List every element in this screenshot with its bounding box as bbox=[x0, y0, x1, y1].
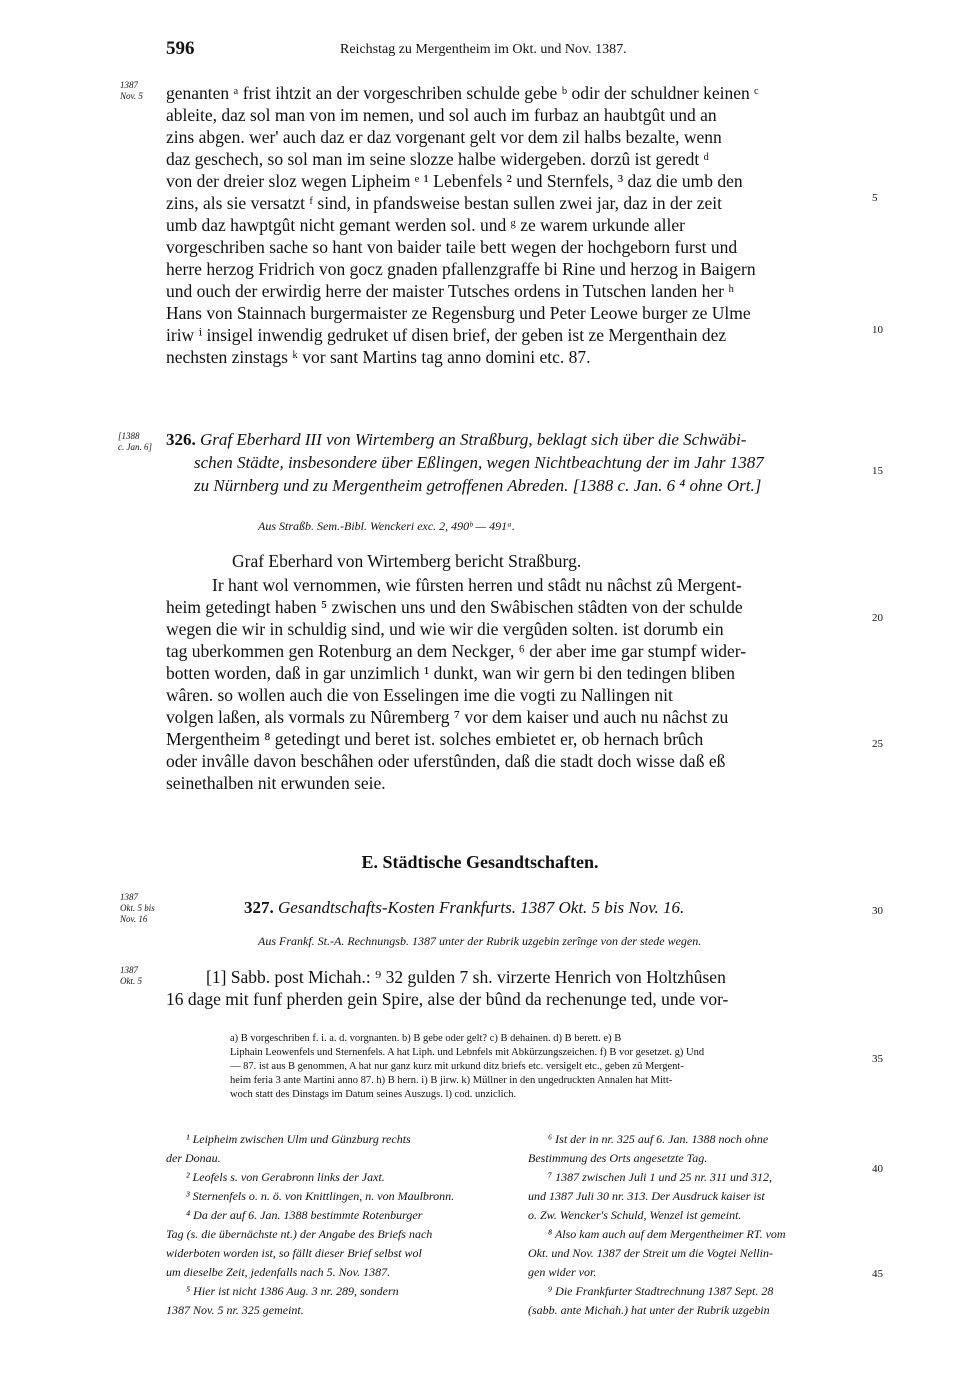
footnote-line: ⁷ 1387 zwischen Juli 1 und 25 nr. 311 und 312, bbox=[548, 1170, 772, 1184]
text-line: [1] Sabb. post Michah.: ⁹ 32 gulden 7 sh. virzerte Henrich von Holtzhûsen bbox=[206, 967, 726, 987]
footnote-line: ⁸ Also kam auch auf dem Mergentheimer RT. vom bbox=[548, 1227, 786, 1241]
footnotes-right bbox=[528, 1130, 786, 1320]
footnote-line: Bestimmung des Orts angesetzte Tag. bbox=[528, 1151, 708, 1165]
text-line: wâren. so wollen auch die von Esselingen ime die vogti zu Nallingen nit bbox=[166, 685, 673, 705]
footnote-line: ¹ Leipheim zwischen Ulm und Günzburg rechts bbox=[186, 1132, 411, 1146]
footnotes-left bbox=[166, 1130, 454, 1320]
text-line: nechsten zinstags ᵏ vor sant Martins tag anno domini etc. 87. bbox=[166, 347, 591, 367]
margin-date-line: Okt. 5 bis bbox=[120, 903, 155, 913]
doc-326-intro: Graf Eberhard von Wirtemberg bericht Straßburg. bbox=[232, 551, 582, 571]
text-line: genanten ᵃ frist ihtzit an der vorgeschriben schulde gebe ᵇ odir der schuldner keinen ᶜ bbox=[166, 83, 759, 103]
text-line: herre herzog Fridrich von gocz gnaden pfallenzgraffe bi Rine und herzog in Baigern bbox=[166, 259, 756, 279]
margin-date-1387-okt-nov bbox=[120, 892, 155, 925]
footnote-line: ⁵ Hier ist nicht 1386 Aug. 3 nr. 289, sondern bbox=[186, 1284, 399, 1298]
line-number: 5 bbox=[872, 192, 878, 204]
text-line: vorgeschriben sache so hant von baider taile bett wegen der hochgeborn furst und bbox=[166, 237, 738, 257]
margin-date-line: Nov. 5 bbox=[120, 91, 143, 101]
footnote-line: Okt. und Nov. 1387 der Streit um die Vogtei Nellin- bbox=[528, 1246, 773, 1260]
text-line: heim getedingt haben ⁵ zwischen uns und den Swâbischen stâdten von der schulde bbox=[166, 597, 743, 617]
text-line: Hans von Stainnach burgermaister ze Regensburg und Peter Leowe burger ze Ulme bbox=[166, 303, 751, 323]
text-line: Ir hant wol vernommen, wie fûrsten herren und stâdt nu nâchst zû Mergent- bbox=[212, 575, 742, 595]
text-line: wegen die wir in schuldig sind, und wie wir die vergûden solten. ist dorumb ein bbox=[166, 619, 724, 639]
page-number: 596 bbox=[166, 38, 195, 59]
line-number: 35 bbox=[872, 1053, 883, 1065]
text-block-1 bbox=[166, 82, 759, 368]
line-number: 25 bbox=[872, 738, 883, 750]
doc-heading-line: schen Städte, insbesondere über Eßlingen, wegen Nichtbeachtung der im Jahr 1387 bbox=[194, 453, 764, 472]
doc-327-text bbox=[166, 966, 728, 1010]
text-line: zins, als sie versatzt ᶠ sind, in pfandsweise bestan sullen zwei jar, daz in der zeit bbox=[166, 193, 722, 213]
margin-date-1387-okt bbox=[120, 965, 142, 987]
footnote-line: widerboten worden ist, so fällt dieser Brief selbst wol bbox=[166, 1246, 422, 1260]
text-line: 16 dage mit funf pherden gein Spire, alse der bûnd da rechenunge ted, unde vor- bbox=[166, 989, 729, 1009]
line-number: 10 bbox=[872, 324, 883, 336]
line-number: 30 bbox=[872, 905, 883, 917]
text-line: Mergentheim ⁸ getedingt und beret ist. solches embietet er, ob hernach brûch bbox=[166, 729, 704, 749]
line-number: 40 bbox=[872, 1163, 883, 1175]
doc-326-source: Aus Straßb. Sem.-Bibl. Wenckeri exc. 2, 490ᵇ — 491ᵃ. bbox=[258, 519, 515, 533]
text-line: tag uberkommen gen Rotenburg an dem Neckger, ⁶ der aber ime gar stumpf wider- bbox=[166, 641, 747, 661]
footnote-line: ² Leofels s. von Gerabronn links der Jaxt. bbox=[186, 1170, 385, 1184]
footnote-line: ⁶ Ist der in nr. 325 auf 6. Jan. 1388 noch ohne bbox=[548, 1132, 769, 1146]
footnote-line: ⁹ Die Frankfurter Stadtrechnung 1387 Sept. 28 bbox=[548, 1284, 774, 1298]
margin-date-line: 1387 bbox=[120, 965, 138, 975]
footnote-line: und 1387 Juli 30 nr. 313. Der Ausdruck kaiser ist bbox=[528, 1189, 765, 1203]
doc-heading-line bbox=[166, 428, 764, 451]
line-number: 45 bbox=[872, 1268, 883, 1280]
text-line: und ouch der erwirdig herre der maister Tutsches ordens in Tutschen landen her ʰ bbox=[166, 281, 734, 301]
doc-326-heading bbox=[166, 428, 764, 497]
margin-date-line: c. Jan. 6] bbox=[118, 442, 152, 452]
note-line: heim feria 3 ante Martini anno 87. h) B hern. i) B jirw. k) Müllner in den ungedruckten Annalen hat Mitt- bbox=[230, 1075, 673, 1086]
doc-number: 326. bbox=[166, 430, 196, 449]
text-line: botten worden, daß in gar unzimlich ¹ dunkt, wan wir gern bi den tedingen bliben bbox=[166, 663, 735, 683]
margin-date-1387-nov bbox=[120, 80, 143, 102]
margin-date-line: [1388 bbox=[118, 431, 140, 441]
footnote-line: Tag (s. die übernächste nt.) der Angabe des Briefs nach bbox=[166, 1227, 433, 1241]
text-line: zins abgen. wer' auch daz er daz vorgenant gelt vor dem zil halbs bezalte, wenn bbox=[166, 127, 722, 147]
footnote-line: der Donau. bbox=[166, 1151, 221, 1165]
text-line: ableite, daz sol man von im nemen, und sol auch im furbaz an haubtgût und an bbox=[166, 105, 717, 125]
footnote-line: gen wider vor. bbox=[528, 1265, 597, 1279]
text-line: seinethalben nit erwunden seie. bbox=[166, 773, 386, 793]
margin-date-line: Nov. 16 bbox=[120, 914, 148, 924]
section-title: E. Städtische Gesandtschaften. bbox=[361, 852, 599, 872]
text-line: umb daz hawptgût nicht gemant werden sol. und ᵍ ze warem urkunde aller bbox=[166, 215, 685, 235]
note-line: — 87. ist aus B genommen, A hat nur ganz kurz mit urkund ditz briefs etc. versigelt etc., geben zû Mergent- bbox=[230, 1061, 684, 1072]
margin-date-line: 1387 bbox=[120, 80, 138, 90]
doc-327-source: Aus Frankf. St.-A. Rechnungsb. 1387 unter der Rubrik uzgebin zerînge von der stede wegen. bbox=[258, 934, 702, 948]
margin-date-line: Okt. 5 bbox=[120, 976, 142, 986]
text-line: oder invâlle davon beschâhen oder uferstûnden, daß die stadt doch wisse daß eß bbox=[166, 751, 726, 771]
text-line: von der dreier sloz wegen Lipheim ᵉ ¹ Lebenfels ² und Sternfels, ³ daz die umb den bbox=[166, 171, 743, 191]
note-line: Liphain Leowenfels und Sternenfels. A hat Liph. und Lebnfels mit Abkürzungszeichen. f) B vor gesetzet. g) Und bbox=[230, 1047, 705, 1058]
footnote-line: ³ Sternenfels o. n. ö. von Knittlingen, n. von Maulbronn. bbox=[186, 1189, 455, 1203]
footnote-line: ⁴ Da der auf 6. Jan. 1388 bestimmte Rotenburger bbox=[186, 1208, 423, 1222]
text-line: volgen laßen, als vormals zu Nûremberg ⁷ vor dem kaiser und auch nu nâchst zu bbox=[166, 707, 729, 727]
margin-date-1388 bbox=[118, 431, 152, 453]
critical-notes bbox=[230, 1032, 704, 1102]
margin-date-line: 1387 bbox=[120, 892, 138, 902]
doc-heading-line: zu Nürnberg und zu Mergentheim getroffenen Abreden. [1388 c. Jan. 6 ⁴ ohne Ort.] bbox=[194, 476, 762, 495]
footnote-line: um dieselbe Zeit, jedenfalls nach 5. Nov. 1387. bbox=[166, 1265, 391, 1279]
line-number: 20 bbox=[872, 612, 883, 624]
running-title: Reichstag zu Mergentheim im Okt. und Nov. 1387. bbox=[340, 42, 627, 57]
footnote-line: o. Zw. Wencker's Schuld, Wenzel ist gemeint. bbox=[528, 1208, 742, 1222]
text-line: daz geschech, so sol man im seine slozze halbe widergeben. dorzû ist geredt ᵈ bbox=[166, 149, 710, 169]
doc-number: 327. bbox=[244, 898, 274, 917]
note-line: a) B vorgeschriben f. i. a. d. vorgnanten. b) B gebe oder gelt? c) B dehainen. d) B berett. e) B bbox=[230, 1033, 622, 1044]
doc-heading-text: Gesandtschafts-Kosten Frankfurts. 1387 Okt. 5 bis Nov. 16. bbox=[278, 898, 685, 917]
line-number: 15 bbox=[872, 465, 883, 477]
footnote-line: (sabb. ante Michah.) hat unter der Rubrik uzgebin bbox=[528, 1303, 770, 1317]
doc-327-heading bbox=[244, 896, 684, 919]
note-line: woch statt des Dinstags im Datum seines Auszugs. l) cod. unziclich. bbox=[230, 1089, 517, 1100]
doc-heading-text: Graf Eberhard III von Wirtemberg an Straßburg, beklagt sich über die Schwäbi- bbox=[200, 430, 747, 449]
doc-326-text bbox=[166, 574, 746, 794]
footnote-line: 1387 Nov. 5 nr. 325 gemeint. bbox=[166, 1303, 304, 1317]
text-line: iriw ⁱ insigel inwendig gedruket uf disen brief, der geben ist ze Mergenthain dez bbox=[166, 325, 727, 345]
